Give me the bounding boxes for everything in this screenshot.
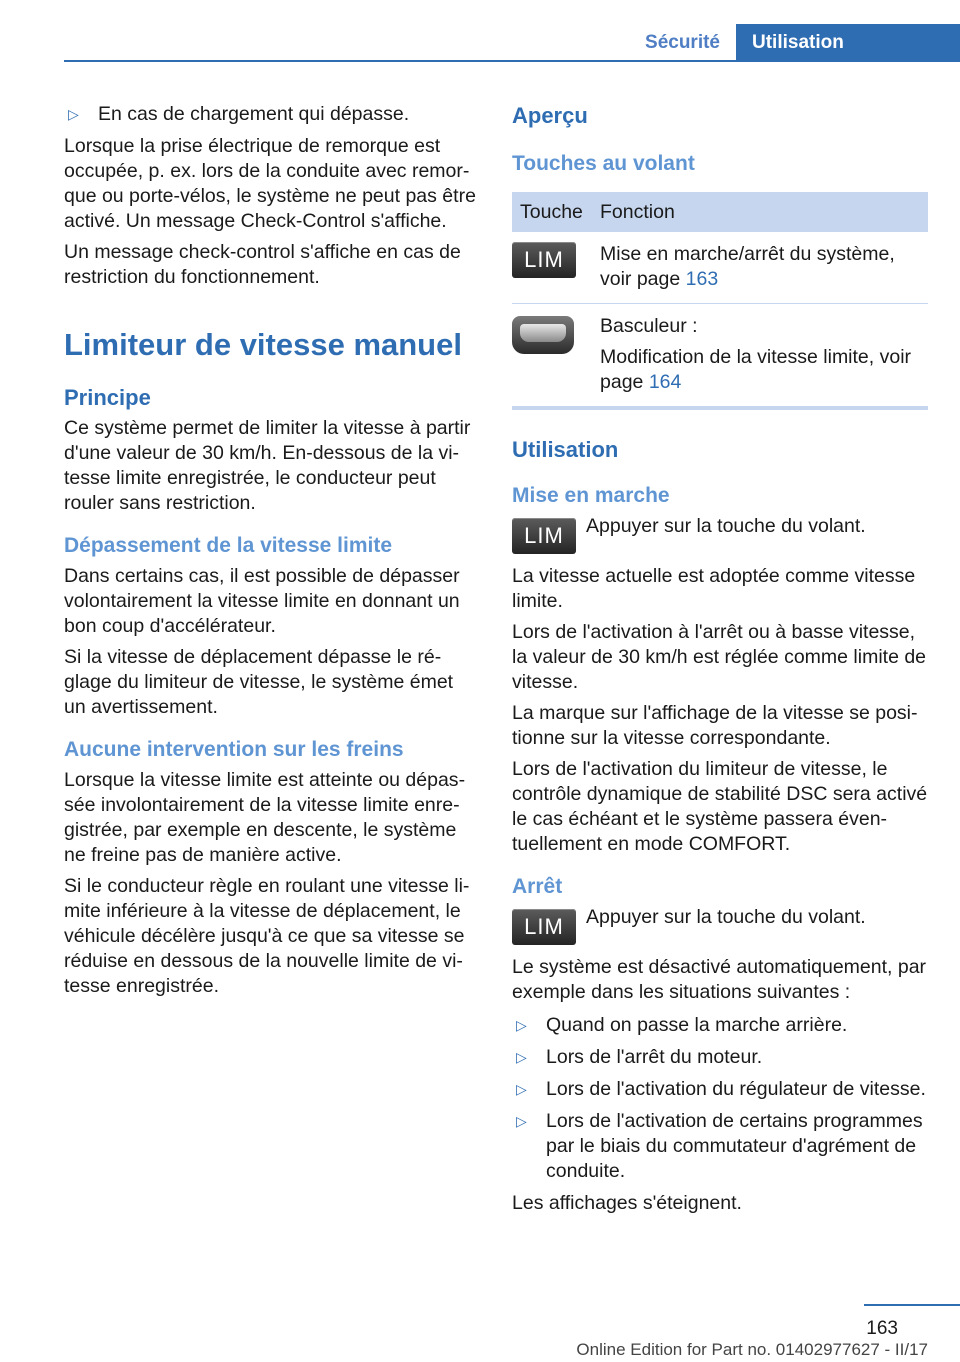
instruction-line	[512, 514, 928, 554]
triangle-bullet-icon: ▷	[516, 1113, 527, 1129]
subsection-title-mise-en-marche: Mise en marche	[512, 484, 670, 507]
paragraph: Lorsque la prise électrique de remorque est occupée, p. ex. lors de la conduite avec remorque ou porte-vélos, le système ne peut pas être activé. Un message Check-Control s'affiche.	[64, 135, 476, 232]
paragraph: Un message check-control s'affiche en cas de restriction du fonctionnement.	[64, 241, 461, 288]
bullet-item	[512, 1013, 928, 1038]
lim-button-icon: LIM	[512, 909, 576, 945]
bullet-item	[512, 1045, 928, 1070]
header-tab-utilisation[interactable]: Utilisation	[736, 24, 960, 62]
subsection-title-touches: Touches au volant	[512, 152, 695, 175]
buttons-table	[512, 192, 928, 410]
paragraph: Ce système permet de limiter la vitesse à partir d'une valeur de 30 km/h. En-dessous de la vitesse limite enregistrée, le conducteur peut rouler sans restriction.	[64, 417, 471, 514]
paragraph: La vitesse actuelle est adoptée comme vitesse limite.	[512, 565, 916, 612]
page-number: 163	[866, 1318, 898, 1339]
lim-button-icon: LIM	[512, 518, 576, 554]
subsection-title-depassement: Dépassement de la vitesse limite	[64, 534, 392, 557]
page-reference-link[interactable]: 164	[648, 371, 682, 393]
subsection-title-freins: Aucune intervention sur les freins	[64, 738, 404, 761]
instruction-line	[512, 905, 928, 945]
rocker-switch-icon	[512, 316, 574, 354]
left-column	[64, 102, 480, 1005]
table-cell-title: Basculeur :	[600, 315, 698, 337]
paragraph: Dans certains cas, il est possible de dépasser volontairement la vitesse limite en donnant un bon coup d'accélérateur.	[64, 565, 460, 637]
section-title: Limiteur de vitesse manuel	[64, 327, 462, 362]
table-header-touche: Touche	[520, 200, 583, 223]
triangle-bullet-icon: ▷	[68, 106, 79, 122]
right-column	[512, 102, 928, 1222]
page-reference-link[interactable]: 163	[685, 268, 719, 290]
table-cell-text: Mise en marche/arrêt du système, voir page	[600, 243, 895, 290]
paragraph: Si la vitesse de déplacement dépasse le réglage du limiteur de vitesse, le système émet un avertissement.	[64, 646, 454, 718]
triangle-bullet-icon: ▷	[516, 1017, 527, 1033]
instruction-text: Appuyer sur la touche du volant.	[586, 515, 866, 537]
paragraph: La marque sur l'affichage de la vitesse se positionne sur la vitesse correspondante.	[512, 702, 918, 749]
table-row	[512, 304, 928, 410]
table-cell-text: Modification de la vitesse limite, voir page	[600, 346, 912, 393]
paragraph: Les affichages s'éteignent.	[512, 1192, 742, 1214]
subsection-title-apercu: Aperçu	[512, 103, 588, 128]
header-tab-securite[interactable]: Sécurité	[645, 32, 720, 53]
paragraph: Si le conducteur règle en roulant une vitesse limite inférieure à la vitesse de déplacement, le véhicule décélère jusqu'à ce que sa vitesse se réduise en dessous de la nouvelle limite de vitesse enregistrée.	[64, 875, 470, 997]
lim-button-icon: LIM	[512, 242, 576, 278]
bullet-item	[64, 102, 480, 127]
triangle-bullet-icon: ▷	[516, 1081, 527, 1097]
triangle-bullet-icon: ▷	[516, 1049, 527, 1065]
bullet-text: Lors de l'arrêt du moteur.	[546, 1046, 763, 1068]
paragraph: Lors de l'activation du limiteur de vitesse, le contrôle dynamique de stabilité DSC sera activé le cas échéant et le système passera éventuellement en mode COMFORT.	[512, 758, 928, 855]
paragraph: Le système est désactivé automatiquement, par exemple dans les situations suivantes :	[512, 956, 927, 1003]
bullet-item	[512, 1109, 928, 1184]
table-header-fonction: Fonction	[600, 200, 675, 223]
footer-rule	[864, 1304, 960, 1306]
table-header	[512, 192, 928, 232]
table-row	[512, 232, 928, 304]
paragraph: Lors de l'activation à l'arrêt ou à basse vitesse, la valeur de 30 km/h est réglée comme limite de vitesse.	[512, 621, 927, 693]
paragraph: Lorsque la vitesse limite est atteinte ou dépassée involontairement de la vitesse limite enregistrée, par exemple en descente, le système ne freine pas de manière active.	[64, 769, 466, 866]
bullet-text: En cas de chargement qui dépasse.	[98, 103, 410, 125]
bullet-item	[512, 1077, 928, 1102]
instruction-text: Appuyer sur la touche du volant.	[586, 906, 866, 928]
bullet-text: Lors de l'activation du régulateur de vitesse.	[546, 1078, 926, 1100]
subsection-title-utilisation: Utilisation	[512, 437, 619, 462]
subsection-title-arret: Arrêt	[512, 875, 563, 898]
footer-edition: Online Edition for Part no. 01402977627 - II/17	[576, 1340, 928, 1359]
bullet-text: Quand on passe la marche arrière.	[546, 1014, 848, 1036]
header-rule	[64, 60, 960, 62]
subsection-title-principe: Principe	[64, 385, 151, 410]
bullet-text: Lors de l'activation de certains programmes par le biais du commutateur d'agrément de conduite.	[546, 1110, 923, 1182]
